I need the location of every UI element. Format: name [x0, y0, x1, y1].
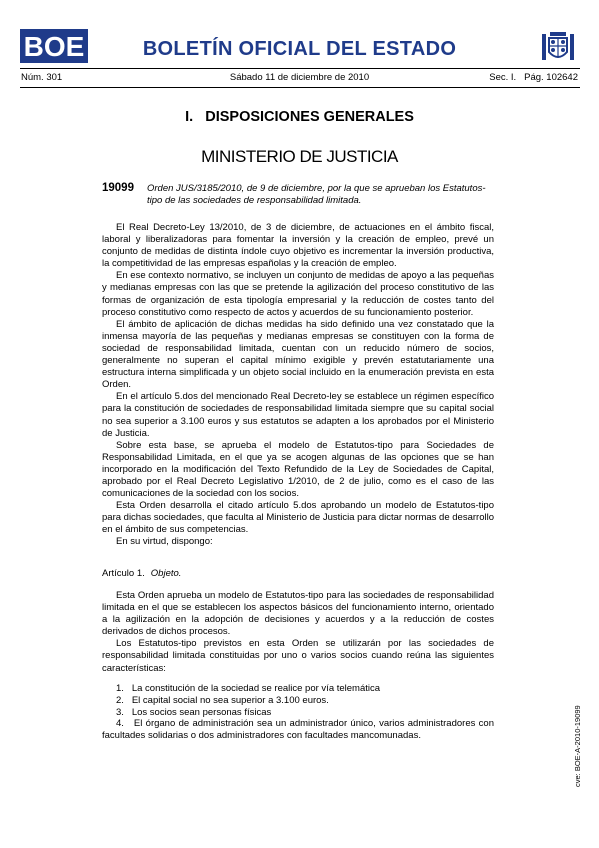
ministry-heading: MINISTERIO DE JUSTICIA	[201, 147, 398, 166]
preamble	[102, 222, 494, 549]
paragraph: En el artículo 5.dos del mencionado Real Decreto-ley se establece un régimen específico para la constitución de sociedades de responsabilidad limitada siempre que su capital social no sea superior a 3.100 euros y sus estatutos se adapten a los aprobados por el Ministerio de Justicia.	[102, 391, 494, 439]
list-item: 1. La constitución de la sociedad se realice por vía telemática	[116, 683, 381, 694]
order-title: Orden JUS/3185/2010, de 9 de diciembre, por la que se aprueban los Estatutos-tipo de las sociedades de responsabilidad limitada.	[147, 183, 486, 206]
paragraph: En ese contexto normativo, se incluyen un conjunto de medidas de apoyo a las pequeñas y medianas empresas con las que se pretende la agilización del proceso constitutivo de las formas de organización de esta tipología empresarial y la reducción de costes tanto del proceso constitutivo como respecto de actos y acuerdos de su funcionamiento posterior.	[102, 270, 494, 318]
section-heading: I. DISPOSICIONES GENERALES	[185, 109, 414, 125]
logo-lettering: BOE	[23, 31, 85, 62]
list-item: 3. Los socios sean personas físicas	[116, 706, 272, 718]
paragraph: El Real Decreto-Ley 13/2010, de 3 de diciembre, de actuaciones en el ámbito fiscal, laboral y liberalizadoras para fomentar la inversión y la creación de empleo, prevé un conjunto de medidas de distinta índole cuyo objetivo es incrementar la inversión productiva, la competitividad de las empresas españolas y la creación de empleo.	[102, 222, 494, 270]
paragraph: En su virtud, dispongo:	[116, 536, 213, 548]
paragraph: Esta Orden aprueba un modelo de Estatutos-tipo para las sociedades de responsabilidad limitada en el que se establecen los aspectos básicos del funcionamiento interno, orientado a la agilización en la adopción de decisiones y acuerdos y a la reducción de costes derivados de dichos procesos.	[102, 590, 494, 638]
header-rule-bottom	[20, 87, 580, 88]
cve-code: cve: BOE-A-2010-19099	[573, 705, 582, 787]
issue-date: Sábado 11 de diciembre de 2010	[229, 72, 370, 83]
paragraph: Sobre esta base, se aprueba el modelo de Estatutos-tipo para Sociedades de Responsabilidad Limitada, en el que ya se acogen algunas de las opciones que se han incorporado en la modificación del Texto Refundido de la Ley de Sociedades de Capital, aprobado por el Real Decreto Legislativo 1/2010, de 2 de julio, como es el caso de las comunicaciones de la sociedad con los socios.	[102, 439, 494, 500]
masthead-title: BOLETÍN OFICIAL DEL ESTADO	[142, 38, 457, 60]
paragraph: El ámbito de aplicación de dichas medidas ha sido definido una vez constatado que la inmensa mayoría de las pequeñas y medianas empresas se constituyen con la forma de sociedad de responsabilidad limitada, cuentan con un reducido número de socios, generalmente no superan el capital mínimo exigible y prevén estatutariamente una estructura interna simplificada y un objeto social incluido en la enumeración prevista en esta Orden.	[102, 318, 494, 391]
header-rule-top	[20, 68, 580, 69]
list-item: 2. El capital social no sea superior a 3.100 euros.	[116, 694, 329, 706]
article-heading	[102, 568, 181, 579]
article-label: Artículo 1.	[102, 568, 145, 579]
document-number: 19099	[102, 182, 134, 194]
article-body	[102, 590, 494, 675]
issue-number: Núm. 301	[21, 72, 63, 83]
paragraph: Los Estatutos-tipo previstos en esta Orden se utilizarán por las sociedades de responsabilidad limitada constituidas por uno o varios socios cuando reúna las siguientes características:	[102, 638, 494, 674]
list-item: 4. El órgano de administración sea un administrador único, varios administradores con facultades solidarias o dos administradores con facultades mancomunadas.	[102, 718, 497, 742]
section-page: Sec. I. Pág. 102642	[489, 72, 578, 83]
paragraph: Esta Orden desarrolla el citado artículo 5.dos aprobando un modelo de Estatutos-tipo para dichas sociedades, que faculta al Ministerio de Justicia para dictar normas de desarrollo en el ámbito de sus competencias.	[102, 500, 494, 536]
article-title: Objeto.	[150, 568, 182, 579]
coat-of-arms-icon	[539, 28, 577, 66]
requirements-list	[102, 683, 497, 742]
